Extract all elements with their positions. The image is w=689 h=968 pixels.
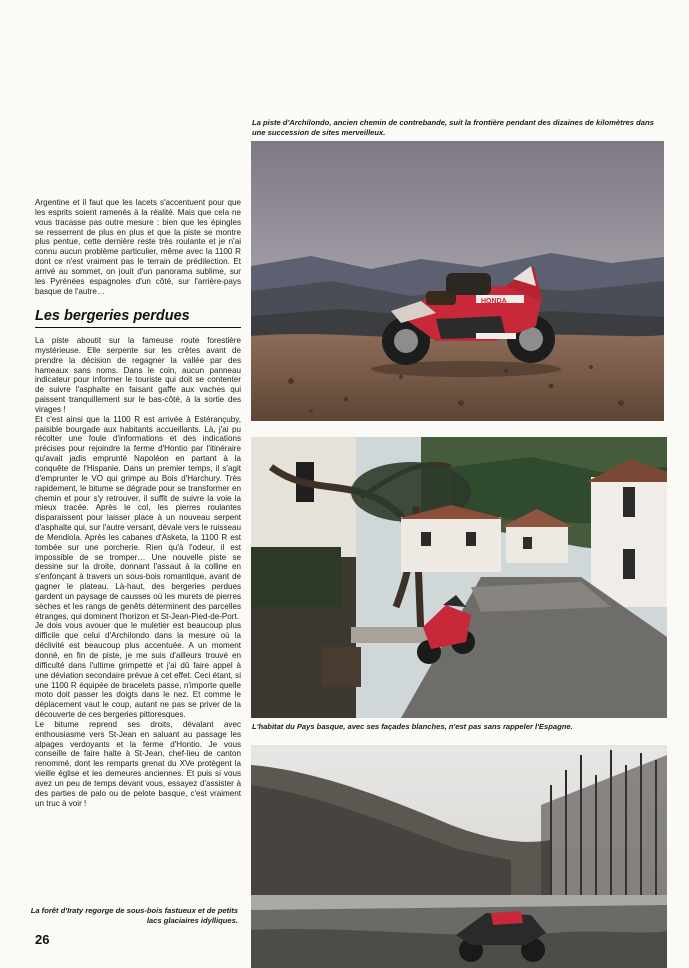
body-paragraph: La piste aboutit sur la fameuse route forestière mystérieuse. Elle serpente sur les crêtes avant de prendre la décision de regagner la vallée par des hameaux sans noms. Dans le coin, aucun panneau indicateur pour informer le touriste qui doit se contenter de suivre l'asphalte en faisant gaffe aux vaches qui paissent tranquillement sur le bas-côté, à la sortie des virages ! [35,336,241,414]
photo-forest-lake [251,745,667,968]
body-paragraph: Je dois vous avouer que le muletier est beaucoup plus difficile que celui d'Archilondo dans la mesure où la déclivité est beaucoup plus accentuée. A un moment donné, en fin de piste, je me suis d'ailleurs trouvé en difficulté dans l'ultime grimpette et j'ai dû faire appel à une déviation secondaire prévue à cet effet. Ceci étant, si une 1100 R équipée de bracelets passe, n'importe quelle moto doit passer les doigts dans le nez. Et comme le déplacement vaut le coup, autant ne pas se priver de la découverte de ces bergeries pittoresques. [35,621,241,720]
intro-text: Argentine et il faut que les lacets s'accentuent pour que les esprits soient ramenés à la réalité. Mais que cela ne vous tracasse pas outre mesure : bien que les épingles se resserrent de plus en plus et que la piste se montre plus pentue, cette dernière reste très roulante et je n'ai connu aucun problème particulier, même avec la 1100 R dont ce n'est vraiment pas le terrain de prédilection. Et arrivé au sommet, on jouit d'un panorama sublime, sur les Pyrénées espagnoles d'un côté, sur l'arrière-pays basque de l'autre… [35,198,241,296]
caption-bottom-photo: La forêt d'Iraty regorge de sous-bois fastueux et de petits lacs glaciaires idylliques. [30,906,238,925]
article-body [35,336,241,874]
section-heading: Les bergeries perdues [35,306,241,328]
photo-basque-village [251,437,667,718]
body-paragraph: Et c'est ainsi que la 1100 R est arrivée à Estérançuby, paisible bourgade aux habitants accueillants. Là, j'ai pu récolter une foule d'informations et des indications précises pour rejoindre la ferme d'Hontio par l'itinéraire qu'avait jadis emprunté Napoléon en partant à la conquête de l'Hispanie. Dans un premier temps, il s'agit d'emprunter le VO qui grimpe au Bois d'Harchury. Très rapidement, le bitume se dégrade pour se transformer en chemin et pour s'y retrouver, il suffit de suivre la voie la mieux tracée. Après le col, les pierres roulantes disparaissent pour laisser place à un nouveau serpent d'asphalte qui, sur l'autre versant, dévale vers le ruisseau de Mendiola. Après les cabanes d'Asketa, la 1100 R est tombée sur une porcherie. Rien qu'à l'odeur, il est impossible de se tromper… Une nouvelle piste se dessine sur la droite, donnant l'assaut à la colline en s'enfonçant à travers un sous-bois romantique, avant de gagner le plateau. Là-haut, des bergeries perdues gardent un paysage de causses où les murets de pierres sèches et les rangs de genêts déterminent des parcelles étranges, qui dominent l'horizon et St-Jean-Pied-de-Port. [35,414,241,621]
bike-brand-text: HONDA [481,298,507,305]
page-number: 26 [35,932,50,947]
photo-mountain-track [251,141,664,421]
body-paragraph: Le bitume reprend ses droits, dévalant avec enthousiasme vers St-Jean en saluant au passage les alpages verdoyants et la ferme d'Hontio. Je vous conseille de faire halte à St-Jean, chef-lieu de canton renommé, dont les remparts grenat du XVe protègent la vieille église et les demeures anciennes. Et puis si vous avez un peu de temps devant vous, essayez d'assister à des parties de palo ou de pelote basque, c'est vraiment un truc à voir ! [35,719,241,808]
caption-middle-photo: L'habitat du Pays basque, avec ses façades blanches, n'est pas sans rappeler l'Espagne. [252,722,573,731]
caption-top-photo: La piste d'Archilondo, ancien chemin de contrebande, suit la frontière pendant des dizaines de kilomètres dans une succession de sites merveilleux. [252,118,654,137]
